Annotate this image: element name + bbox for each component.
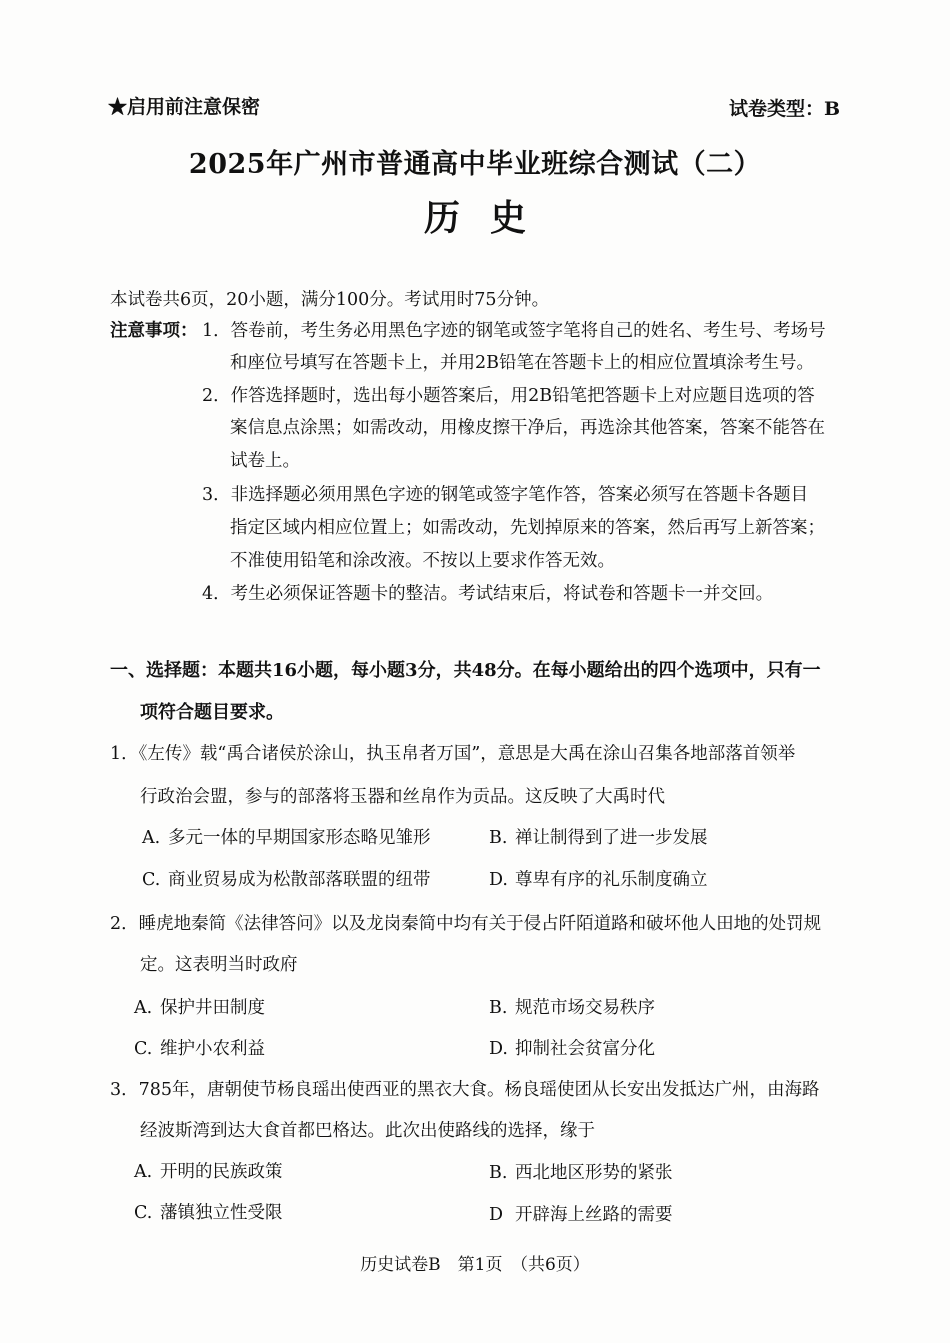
note-line: 试卷上。 bbox=[230, 451, 300, 471]
subject-title: 历史 bbox=[423, 197, 556, 239]
note-line: 和座位号填写在答题卡上，并用2B铅笔在答题卡上的相应位置填涂考生号。 bbox=[230, 353, 814, 373]
question-stem: 1．《左传》载“禹合诸侯於涂山，执玉帛者万国”，意思是大禹在涂山召集各地部落首领举 bbox=[110, 744, 796, 764]
notes-label: 注意事项： bbox=[110, 321, 198, 341]
question-stem: 行政治会盟，参与的部落将玉器和丝帛作为贡品。这反映了大禹时代 bbox=[140, 787, 665, 807]
paper-type: 试卷类型：B bbox=[728, 98, 840, 120]
option-d: D. 尊卑有序的礼乐制度确立 bbox=[489, 870, 708, 890]
page-footer: 历史试卷B 第1页 （共6页） bbox=[360, 1255, 590, 1275]
note-line: 案信息点涂黑；如需改动，用橡皮擦干净后，再选涂其他答案，答案不能答在 bbox=[230, 418, 825, 438]
exam-intro: 本试卷共6页，20小题，满分100分。考试用时75分钟。 bbox=[110, 290, 550, 310]
option-b: B. 规范市场交易秩序 bbox=[489, 998, 655, 1018]
option-a: A. 开明的民族政策 bbox=[134, 1162, 283, 1182]
option-c: C. 藩镇独立性受限 bbox=[134, 1203, 283, 1223]
option-c: C. 维护小农利益 bbox=[134, 1039, 265, 1059]
confidential-notice: ★启用前注意保密 bbox=[108, 96, 261, 118]
option-b: B. 西北地区形势的紧张 bbox=[489, 1163, 673, 1183]
option-d: D 开辟海上丝路的需要 bbox=[489, 1205, 673, 1225]
option-b: B. 禅让制得到了进一步发展 bbox=[489, 828, 708, 848]
note-line: 不准使用铅笔和涂改液。不按以上要求作答无效。 bbox=[230, 551, 615, 571]
question-stem: 3．785年，唐朝使节杨良瑶出使西亚的黑衣大食。杨良瑶使团从长安出发抵达广州，由海路 bbox=[110, 1080, 820, 1100]
question-stem: 2．睡虎地秦简《法律答问》以及龙岗秦简中均有关于侵占阡陌道路和破坏他人田地的处罚规 bbox=[110, 914, 822, 934]
note-line: 4．考生必须保证答题卡的整洁。考试结束后，将试卷和答题卡一并交回。 bbox=[202, 584, 774, 604]
option-a: A. 多元一体的早期国家形态略见雏形 bbox=[142, 828, 431, 848]
option-a: A. 保护井田制度 bbox=[134, 998, 265, 1018]
note-line: 1．答卷前，考生务必用黑色字迹的钢笔或签字笔将自己的姓名、考生号、考场号 bbox=[202, 321, 826, 341]
option-c: C. 商业贸易成为松散部落联盟的纽带 bbox=[142, 870, 431, 890]
note-line: 3．非选择题必须用黑色字迹的钢笔或签字笔作答，答案必须写在答题卡各题目 bbox=[202, 485, 809, 505]
note-line: 2．作答选择题时，选出每小题答案后，用2B铅笔把答题卡上对应题目选项的答 bbox=[202, 386, 815, 406]
section-heading-cont: 项符合题目要求。 bbox=[140, 702, 284, 723]
section-heading: 一、选择题：本题共16小题，每小题3分，共48分。在每小题给出的四个选项中，只有一 bbox=[110, 660, 821, 681]
exam-title: 2025年广州市普通高中毕业班综合测试（二） bbox=[188, 149, 762, 180]
option-d: D. 抑制社会贫富分化 bbox=[489, 1039, 655, 1059]
question-stem: 经波斯湾到达大食首都巴格达。此次出使路线的选择，缘于 bbox=[140, 1121, 595, 1141]
note-line: 指定区域内相应位置上；如需改动，先划掉原来的答案，然后再写上新答案； bbox=[230, 518, 825, 538]
question-stem: 定。这表明当时政府 bbox=[140, 955, 298, 975]
